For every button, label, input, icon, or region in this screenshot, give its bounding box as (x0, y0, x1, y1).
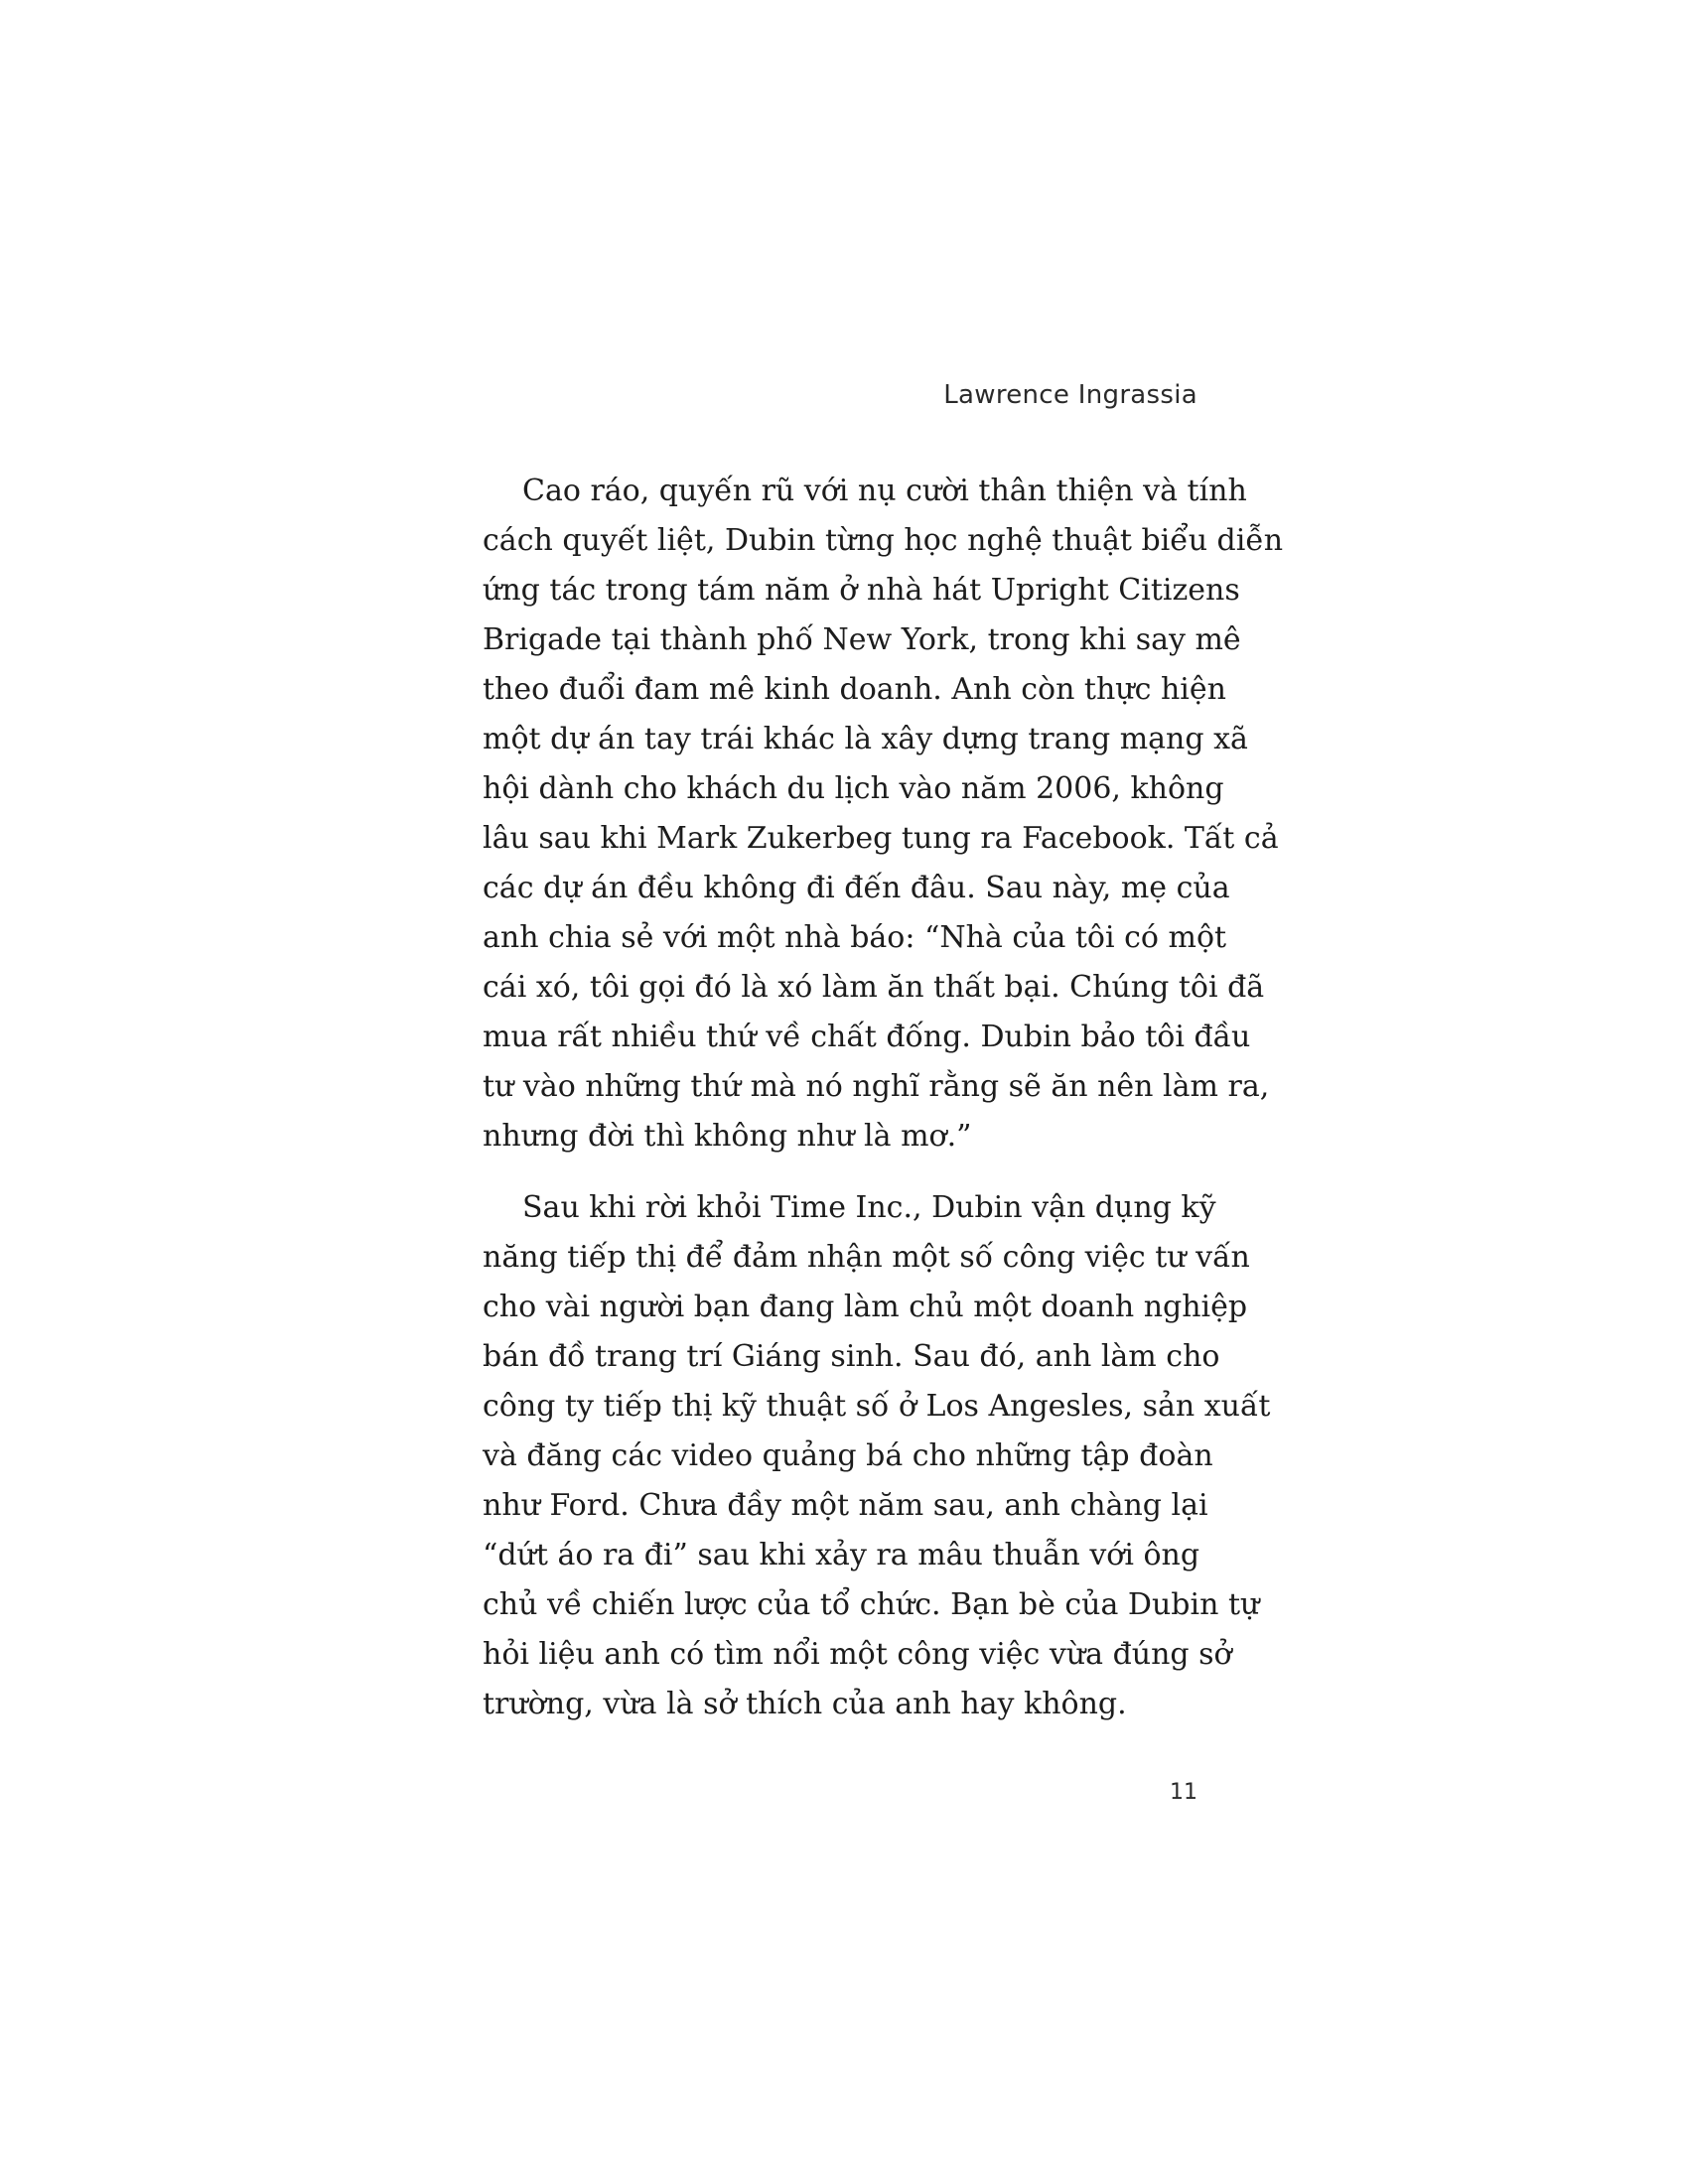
text-line: mua rất nhiều thứ về chất đống. Dubin bảo tôi đầu (483, 1020, 1251, 1054)
body-text (483, 467, 1284, 1729)
text-line: Brigade tại thành phố New York, trong khi say mê (483, 622, 1241, 657)
text-line: cái xó, tôi gọi đó là xó làm ăn thất bại. Chúng tôi đã (483, 970, 1265, 1005)
text-line: lâu sau khi Mark Zukerbeg tung ra Facebook. Tất cả (483, 821, 1279, 856)
text-line: chủ về chiến lược của tổ chức. Bạn bè của Dubin tự (483, 1587, 1260, 1622)
text-line: Sau khi rời khỏi Time Inc., Dubin vận dụng kỹ (522, 1190, 1216, 1225)
paragraph-1 (483, 467, 1284, 1161)
running-header-author: Lawrence Ingrassia (943, 380, 1197, 410)
text-line: các dự án đều không đi đến đâu. Sau này, mẹ của (483, 871, 1230, 905)
text-line: công ty tiếp thị kỹ thuật số ở Los Angesles, sản xuất (483, 1389, 1271, 1424)
paragraph-2 (483, 1183, 1271, 1729)
page-number: 11 (1170, 1780, 1197, 1805)
text-line: năng tiếp thị để đảm nhận một số công việc tư vấn (483, 1240, 1250, 1275)
text-line: cách quyết liệt, Dubin từng học nghệ thuật biểu diễn (483, 523, 1284, 558)
text-line: theo đuổi đam mê kinh doanh. Anh còn thực hiện (483, 672, 1226, 707)
text-line: nhưng đời thì không như là mơ.” (483, 1119, 972, 1154)
text-line: trường, vừa là sở thích của anh hay không. (483, 1687, 1127, 1721)
paragraph-gap (483, 1161, 1197, 1183)
text-line: anh chia sẻ với một nhà báo: “Nhà của tôi có một (483, 920, 1227, 955)
text-line: và đăng các video quảng bá cho những tập đoàn (483, 1438, 1213, 1473)
text-line: hỏi liệu anh có tìm nổi một công việc vừa đúng sở (483, 1637, 1232, 1672)
text-line: một dự án tay trái khác là xây dựng trang mạng xã (483, 722, 1248, 756)
text-line: như Ford. Chưa đầy một năm sau, anh chàng lại (483, 1488, 1208, 1523)
text-line: hội dành cho khách du lịch vào năm 2006, không (483, 771, 1224, 806)
text-line: Cao ráo, quyến rũ với nụ cười thân thiện và tính (522, 474, 1247, 508)
text-line: bán đồ trang trí Giáng sinh. Sau đó, anh làm cho (483, 1339, 1220, 1374)
text-line: “dứt áo ra đi” sau khi xảy ra mâu thuẫn với ông (483, 1538, 1200, 1572)
text-line: cho vài người bạn đang làm chủ một doanh nghiệp (483, 1290, 1248, 1324)
text-line: ứng tác trong tám năm ở nhà hát Upright Citizens (483, 573, 1240, 608)
text-line: tư vào những thứ mà nó nghĩ rằng sẽ ăn nên làm ra, (483, 1069, 1270, 1104)
